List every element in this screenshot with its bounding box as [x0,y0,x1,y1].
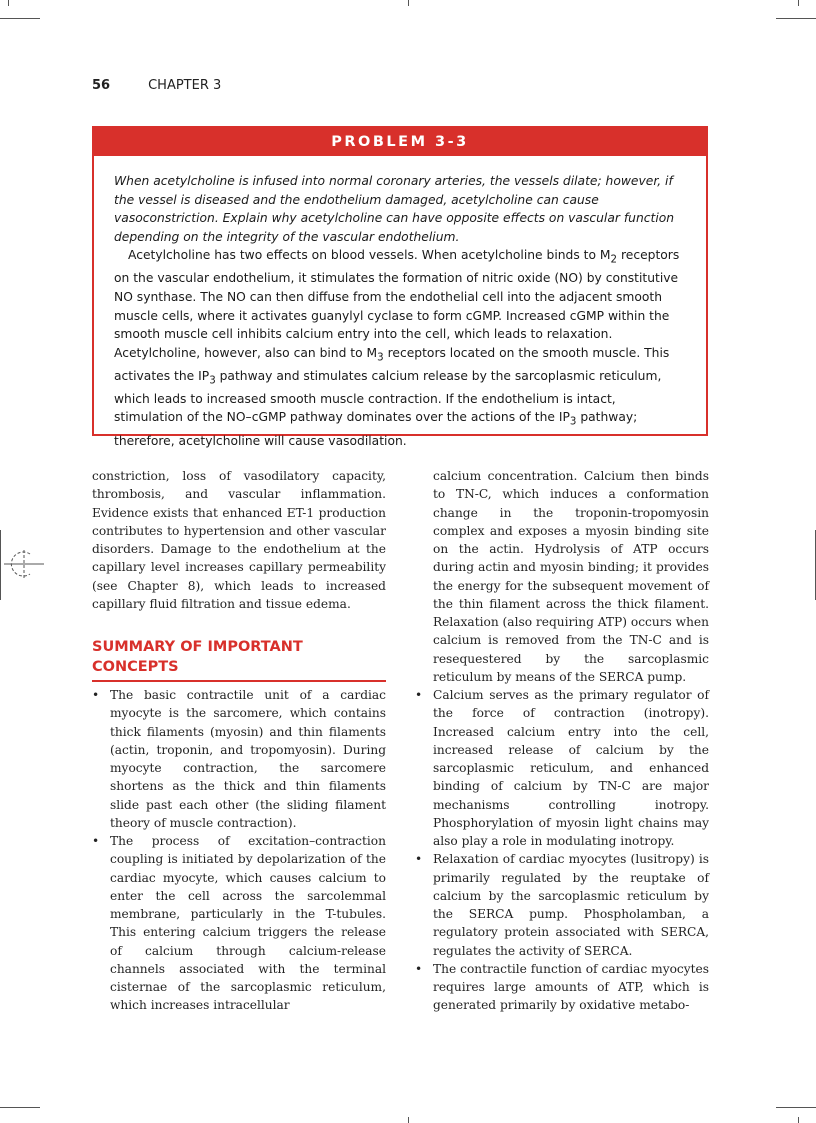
problem-title: PROBLEM 3-3 [94,128,706,156]
body-paragraph: constriction, loss of vasodilatory capacity, thrombosis, and vascular inflammation. Evidence exists that enhanced ET-1 production contributes to hypertension and other vascular disorders. Damage to the endothelium at the capillary level increases capillary permeability (see Chapter 8), which leads to increased capillary fluid filtration and tissue edema. [92,469,386,611]
crop-mark [408,1117,409,1123]
right-column [415,467,709,1015]
section-heading: SUMMARY OF IMPORTANT CONCEPTS [92,637,386,682]
crop-mark [0,530,1,600]
answer-text: pathway and stimulates calcium release by the sarcoplasmic reticulum, which leads to increased smooth muscle contraction. If the endothelium is intact, stimulation of the NO–cGMP pathway dominates over the actions of the IP [114,368,662,425]
subscript: 3 [569,415,577,428]
answer-text: Acetylcholine has two effects on blood vessels. When acetylcholine binds to M [128,248,611,263]
crop-mark [776,18,816,19]
bullet-list [92,686,386,1015]
answer-text: pathway; therefore, acetylcholine will cause vasodilation. [114,410,638,448]
crop-mark [798,1117,799,1123]
list-item: • The process of excitation–contraction coupling is initiated by depolarization of the cardiac myocyte, which causes calcium to enter the cell across the sarcolemmal membrane, particularly in the T-tubules. This entering calcium triggers the release of calcium through calcium-release channels associated with the terminal cisternae of the sarcoplasmic reticulum, which increases intracellular [92,832,386,1015]
problem-question: When acetylcholine is infused into normal coronary arteries, the vessels dilate; however, if the vessel is diseased and the endothelium damaged, acetylcholine can cause vasoconstriction. Explain why acetylcholine can have opposite effects on vascular function depending on the integrity of the vascular endothelium. [114,174,675,244]
crop-mark [776,1107,816,1108]
crop-mark [798,0,799,6]
running-header [92,78,221,93]
crop-mark [8,0,9,6]
left-column [92,467,386,1015]
registration-mark-icon [0,540,48,588]
list-item: • The basic contractile unit of a cardiac myocyte is the sarcomere, which contains thick filaments (myosin) and thin filaments (actin, troponin, and tropomyosin). During myocyte contraction, the sarcomere shortens as the thick and thin filaments slide past each other (the sliding filament theory of muscle contraction). [92,686,386,832]
subscript: 3 [209,374,216,387]
list-item: • Relaxation of cardiac myocytes (lusitropy) is primarily regulated by the reuptake of calcium by the sarcoplasmic reticulum by the SERCA pump. Phospholamban, a regulatory protein associated with SERCA, regulates the activity of SERCA. [415,850,709,960]
problem-body [94,156,706,450]
problem-answer [114,246,686,450]
bullet-list [415,686,709,1015]
answer-text: receptors located on the smooth muscle. This activates the IP [114,345,670,383]
list-item: • The contractile function of cardiac myocytes requires large amounts of ATP, which is generated primarily by oxidative metabo- [415,960,709,1015]
page-number: 56 [92,78,111,93]
crop-mark [0,1107,40,1108]
crop-mark [0,18,40,19]
answer-text: receptors on the vascular endothelium, it stimulates the formation of nitric oxide (NO) by constitutive NO synthase. The NO can then diffuse from the endothelial cell into the adjacent smooth muscle cells, where it activates guanylyl cyclase to form cGMP. Increased cGMP within the smooth muscle cell inhibits calcium entry into the cell, which leads to relaxation. Acetylcholine, however, also can bind to M [114,248,680,360]
subscript: 2 [610,253,618,266]
subscript: 3 [377,351,384,364]
list-item: • Calcium serves as the primary regulator of the force of contraction (inotropy). Increased calcium entry into the cell, increased release of calcium by the sarcoplasmic reticulum, and enhanced binding of calcium by TN-C are major mechanisms controlling inotropy. Phosphorylation of myosin light chains may also play a role in modulating inotropy. [415,686,709,850]
list-item-continuation: calcium concentration. Calcium then binds to TN-C, which induces a conformation change in the troponin-tropomyosin complex and exposes a myosin binding site on the actin. Hydrolysis of ATP occurs during actin and myosin binding; it provides the energy for the subsequent movement of the thin filament across the thick filament. Relaxation (also requiring ATP) occurs when calcium is removed from the TN-C and is resequestered by the sarcoplasmic reticulum by means of the SERCA pump. [433,469,709,684]
problem-box [92,126,708,448]
crop-mark [408,0,409,6]
chapter-label: CHAPTER 3 [148,78,222,93]
